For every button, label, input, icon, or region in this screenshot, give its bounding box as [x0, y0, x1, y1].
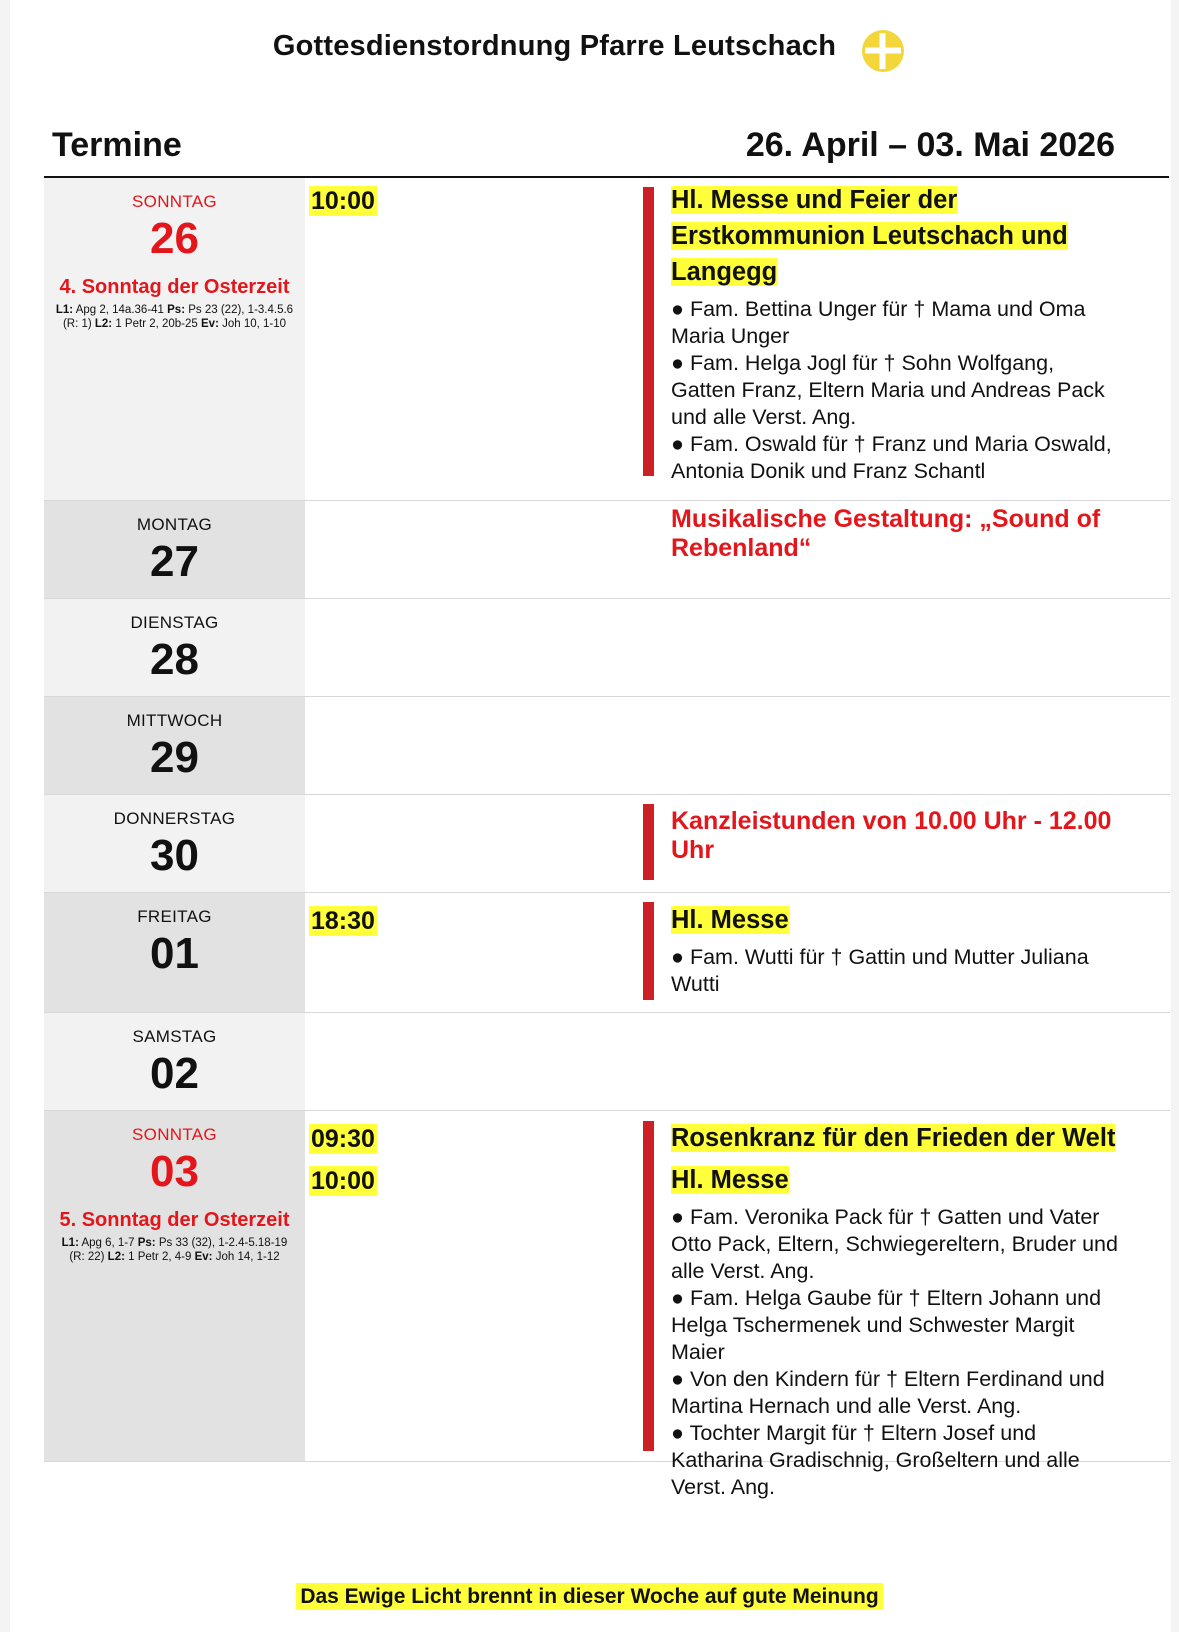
- page-edge-left: [0, 0, 10, 1632]
- event-time: 18:30: [311, 907, 375, 935]
- day-number: 26: [150, 214, 199, 263]
- day-cell: [44, 599, 305, 696]
- weekday: MITTWOCH: [126, 711, 223, 730]
- day-number: 29: [150, 733, 199, 782]
- event-time: 10:00: [311, 187, 375, 215]
- day-cell: [44, 178, 305, 500]
- day-row: [44, 893, 1170, 1013]
- subheader: [52, 126, 1115, 176]
- day-row: [44, 1111, 1170, 1499]
- schedule-table: [44, 178, 1170, 1499]
- day-content: [305, 1013, 1170, 1110]
- event-block: [671, 1120, 1120, 1501]
- weekday: SONNTAG: [132, 1125, 217, 1144]
- day-row: [44, 1013, 1170, 1111]
- event-block: [671, 807, 1120, 865]
- day-content: [305, 501, 1170, 598]
- title-text: Gottesdienstordnung Pfarre Leutschach: [272, 30, 837, 62]
- office-hours: Kanzleistunden von 10.00 Uhr - 12.00 Uhr: [671, 807, 1112, 864]
- event-bar: [643, 1121, 654, 1451]
- weekday: DONNERSTAG: [113, 809, 236, 828]
- day-content: [305, 1111, 1170, 1499]
- readings: L1: Apg 6, 1-7 Ps: Ps 33 (32), 1-2.4-5.18-19 (R: 22) L2: 1 Petr 2, 4-9 Ev: Joh 14, 1-12: [61, 1237, 288, 1263]
- weekday: SONNTAG: [132, 192, 217, 211]
- weekday: MONTAG: [136, 515, 213, 534]
- list-item: ● Fam. Helga Gaube für † Eltern Johann und Helga Tschermenek und Schwester Margit Maier: [671, 1286, 1102, 1364]
- footer-text: Das Ewige Licht brennt in dieser Woche auf gute Meinung: [296, 1583, 882, 1610]
- event-time: 09:30: [311, 1125, 375, 1153]
- event-title: Hl. Messe: [671, 906, 789, 934]
- footer-note: [0, 1585, 1179, 1609]
- yellow-cross-logo-icon: [860, 28, 906, 74]
- document-title: [0, 30, 1179, 63]
- sunday-title: 4. Sonntag der Osterzeit: [59, 276, 290, 298]
- day-number: 01: [150, 929, 199, 978]
- list-item: ● Tochter Margit für † Eltern Josef und Katharina Gradischnig, Großeltern und alle Verst. Ang.: [671, 1421, 1080, 1499]
- day-cell: [44, 795, 305, 892]
- event-bar: [643, 187, 654, 476]
- weekday: DIENSTAG: [130, 613, 219, 632]
- day-content: [305, 599, 1170, 696]
- day-cell: [44, 893, 305, 1012]
- event-bar: [643, 902, 654, 1000]
- day-cell: [44, 1111, 305, 1461]
- day-cell: [44, 697, 305, 794]
- day-cell: [44, 501, 305, 598]
- event-block: [671, 902, 1120, 998]
- list-item: ● Fam. Oswald für † Franz und Maria Oswald, Antonia Donik und Franz Schantl: [671, 432, 1112, 483]
- event-title: Rosenkranz für den Frieden der Welt: [671, 1124, 1116, 1152]
- event-title: Hl. Messe: [671, 1166, 789, 1194]
- day-content: [305, 893, 1170, 1012]
- day-number: 02: [150, 1049, 199, 1098]
- day-cell: [44, 1013, 305, 1110]
- day-number: 27: [150, 537, 199, 586]
- intention-list: [671, 944, 1120, 998]
- list-item: ● Fam. Wutti für † Gattin und Mutter Juliana Wutti: [671, 945, 1089, 996]
- day-row: [44, 599, 1170, 697]
- intention-list: [671, 296, 1120, 485]
- day-row: [44, 501, 1170, 599]
- day-content: [305, 178, 1170, 562]
- event-bar: [643, 804, 654, 880]
- weekday: SAMSTAG: [132, 1027, 217, 1046]
- readings: L1: Apg 2, 14a.36-41 Ps: Ps 23 (22), 1-3.4.5.6 (R: 1) L2: 1 Petr 2, 20b-25 Ev: Joh 10, 1-10: [55, 304, 294, 330]
- intention-list: [671, 1204, 1120, 1501]
- music-note: Musikalische Gestaltung: „Sound of Rebenland“: [671, 505, 1101, 562]
- event-time: 10:00: [311, 1167, 375, 1195]
- list-item: ● Fam. Helga Jogl für † Sohn Wolfgang, Gatten Franz, Eltern Maria und Andreas Pack und alle Verst. Ang.: [671, 351, 1105, 429]
- section-title: Termine: [52, 126, 182, 164]
- day-number: 03: [150, 1147, 199, 1196]
- list-item: ● Von den Kindern für † Eltern Ferdinand und Martina Hernach und alle Verst. Ang.: [671, 1367, 1105, 1418]
- event-title: Hl. Messe und Feier der Erstkommunion Leutschach und Langegg: [671, 186, 1068, 286]
- day-content: [305, 697, 1170, 794]
- list-item: ● Fam. Bettina Unger für † Mama und Oma Maria Unger: [671, 297, 1086, 348]
- day-number: 30: [150, 831, 199, 880]
- list-item: ● Fam. Veronika Pack für † Gatten und Vater Otto Pack, Eltern, Schwiegereltern, Bruder und alle Verst. Ang.: [671, 1205, 1118, 1283]
- day-number: 28: [150, 635, 199, 684]
- day-content: [305, 795, 1170, 892]
- page-edge-right: [1171, 0, 1179, 1632]
- day-row: [44, 795, 1170, 893]
- weekday: FREITAG: [137, 907, 212, 926]
- date-range: 26. April – 03. Mai 2026: [745, 126, 1115, 164]
- sunday-title: 5. Sonntag der Osterzeit: [59, 1209, 290, 1231]
- day-row: [44, 697, 1170, 795]
